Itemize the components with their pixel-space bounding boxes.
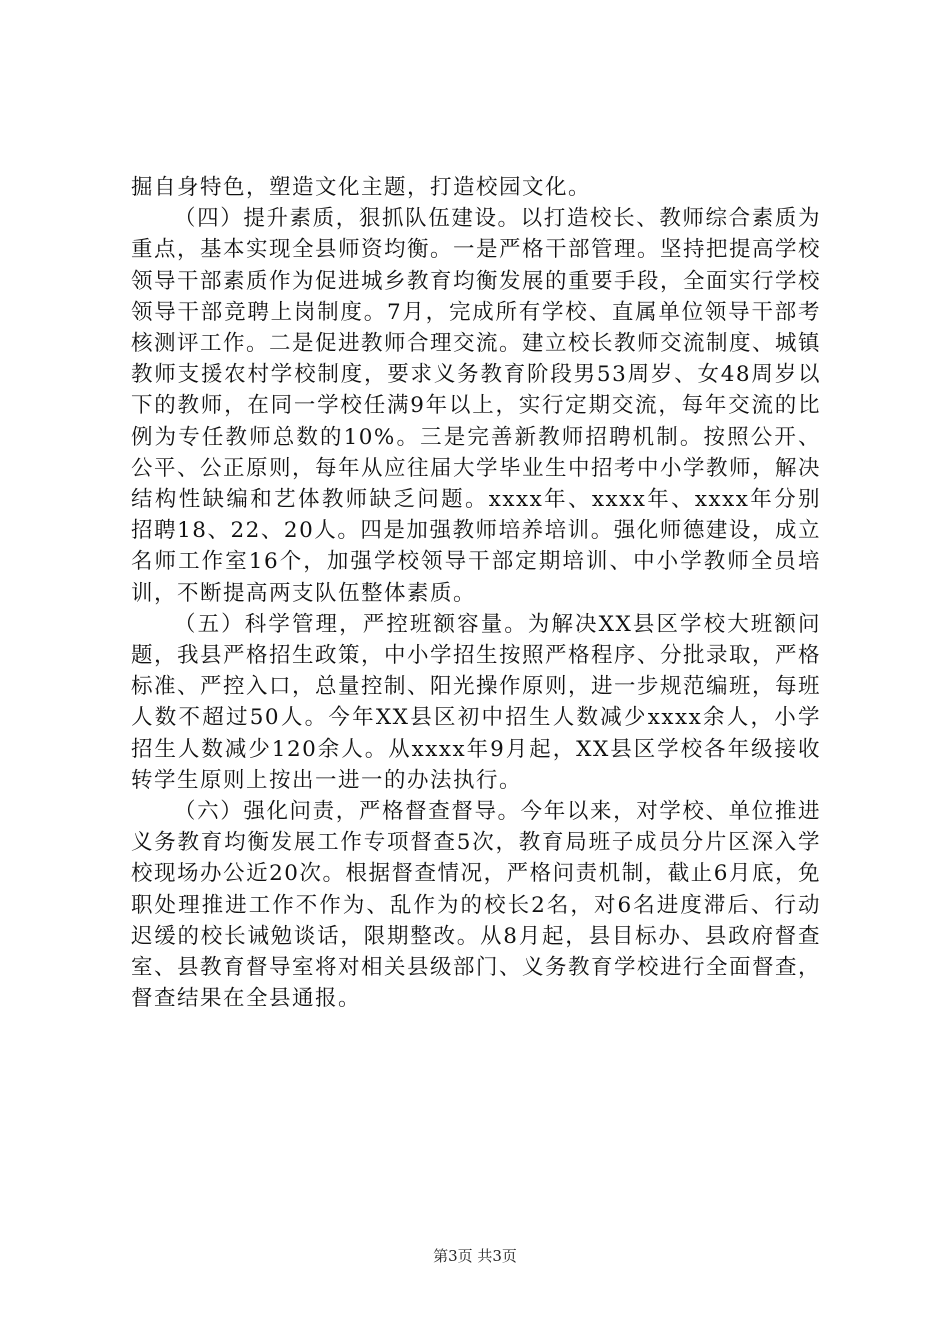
paragraph-continuation: 掘自身特色，塑造文化主题，打造校园文化。: [131, 175, 592, 200]
paragraph-section-four: （四）提升素质，狠抓队伍建设。以打造校长、教师综合素质为重点，基本实现全县师资均衡。一是严格干部管理。坚持把提高学校领导干部素质作为促进城乡教育均衡发展的重要手段，全面实行学校领导干部竞聘上岗制度。7月，完成所有学校、直属单位领导干部考核测评工作。二是促进教师合理交流。建立校长教师交流制度、城镇教师支援农村学校制度，要求义务教育阶段男53周岁、女48周岁以下的教师，在同一学校任满9年以上，实行定期交流，每年交流的比例为专任教师总数的10%。三是完善新教师招聘机制。按照公开、公平、公正原则，每年从应往届大学毕业生中招考中小学教师，解决结构性缺编和艺体教师缺乏问题。xxxx年、xxxx年、xxxx年分别招聘18、22、20人。四是加强教师培养培训。强化师德建设，成立名师工作室16个，加强学校领导干部定期培训、中小学教师全员培训，不断提高两支队伍整体素质。: [131, 206, 822, 606]
document-body: [131, 172, 821, 1014]
paragraph-section-six: （六）强化问责，严格督查督导。今年以来，对学校、单位推进义务教育均衡发展工作专项督查5次，教育局班子成员分片区深入学校现场办公近20次。根据督查情况，严格问责机制，截止6月底，免职处理推进工作不作为、乱作为的校长2名，对6名进度滞后、行动迟缓的校长诫勉谈话，限期整改。从8月起，县目标办、县政府督查室、县教育督导室将对相关县级部门、义务教育学校进行全面督查，督查结果在全县通报。: [131, 799, 822, 1012]
page-footer: 第3页 共3页: [433, 1247, 517, 1265]
paragraph-section-five: （五）科学管理，严控班额容量。为解决XX县区学校大班额问题，我县严格招生政策，中小学招生按照严格程序、分批录取，严格标准、严控入口，总量控制、阳光操作原则，进一步规范编班，每班人数不超过50人。今年XX县区初中招生人数减少xxxx余人，小学招生人数减少120余人。从xxxx年9月起，XX县区学校各年级接收转学生原则上按出一进一的办法执行。: [131, 611, 822, 793]
